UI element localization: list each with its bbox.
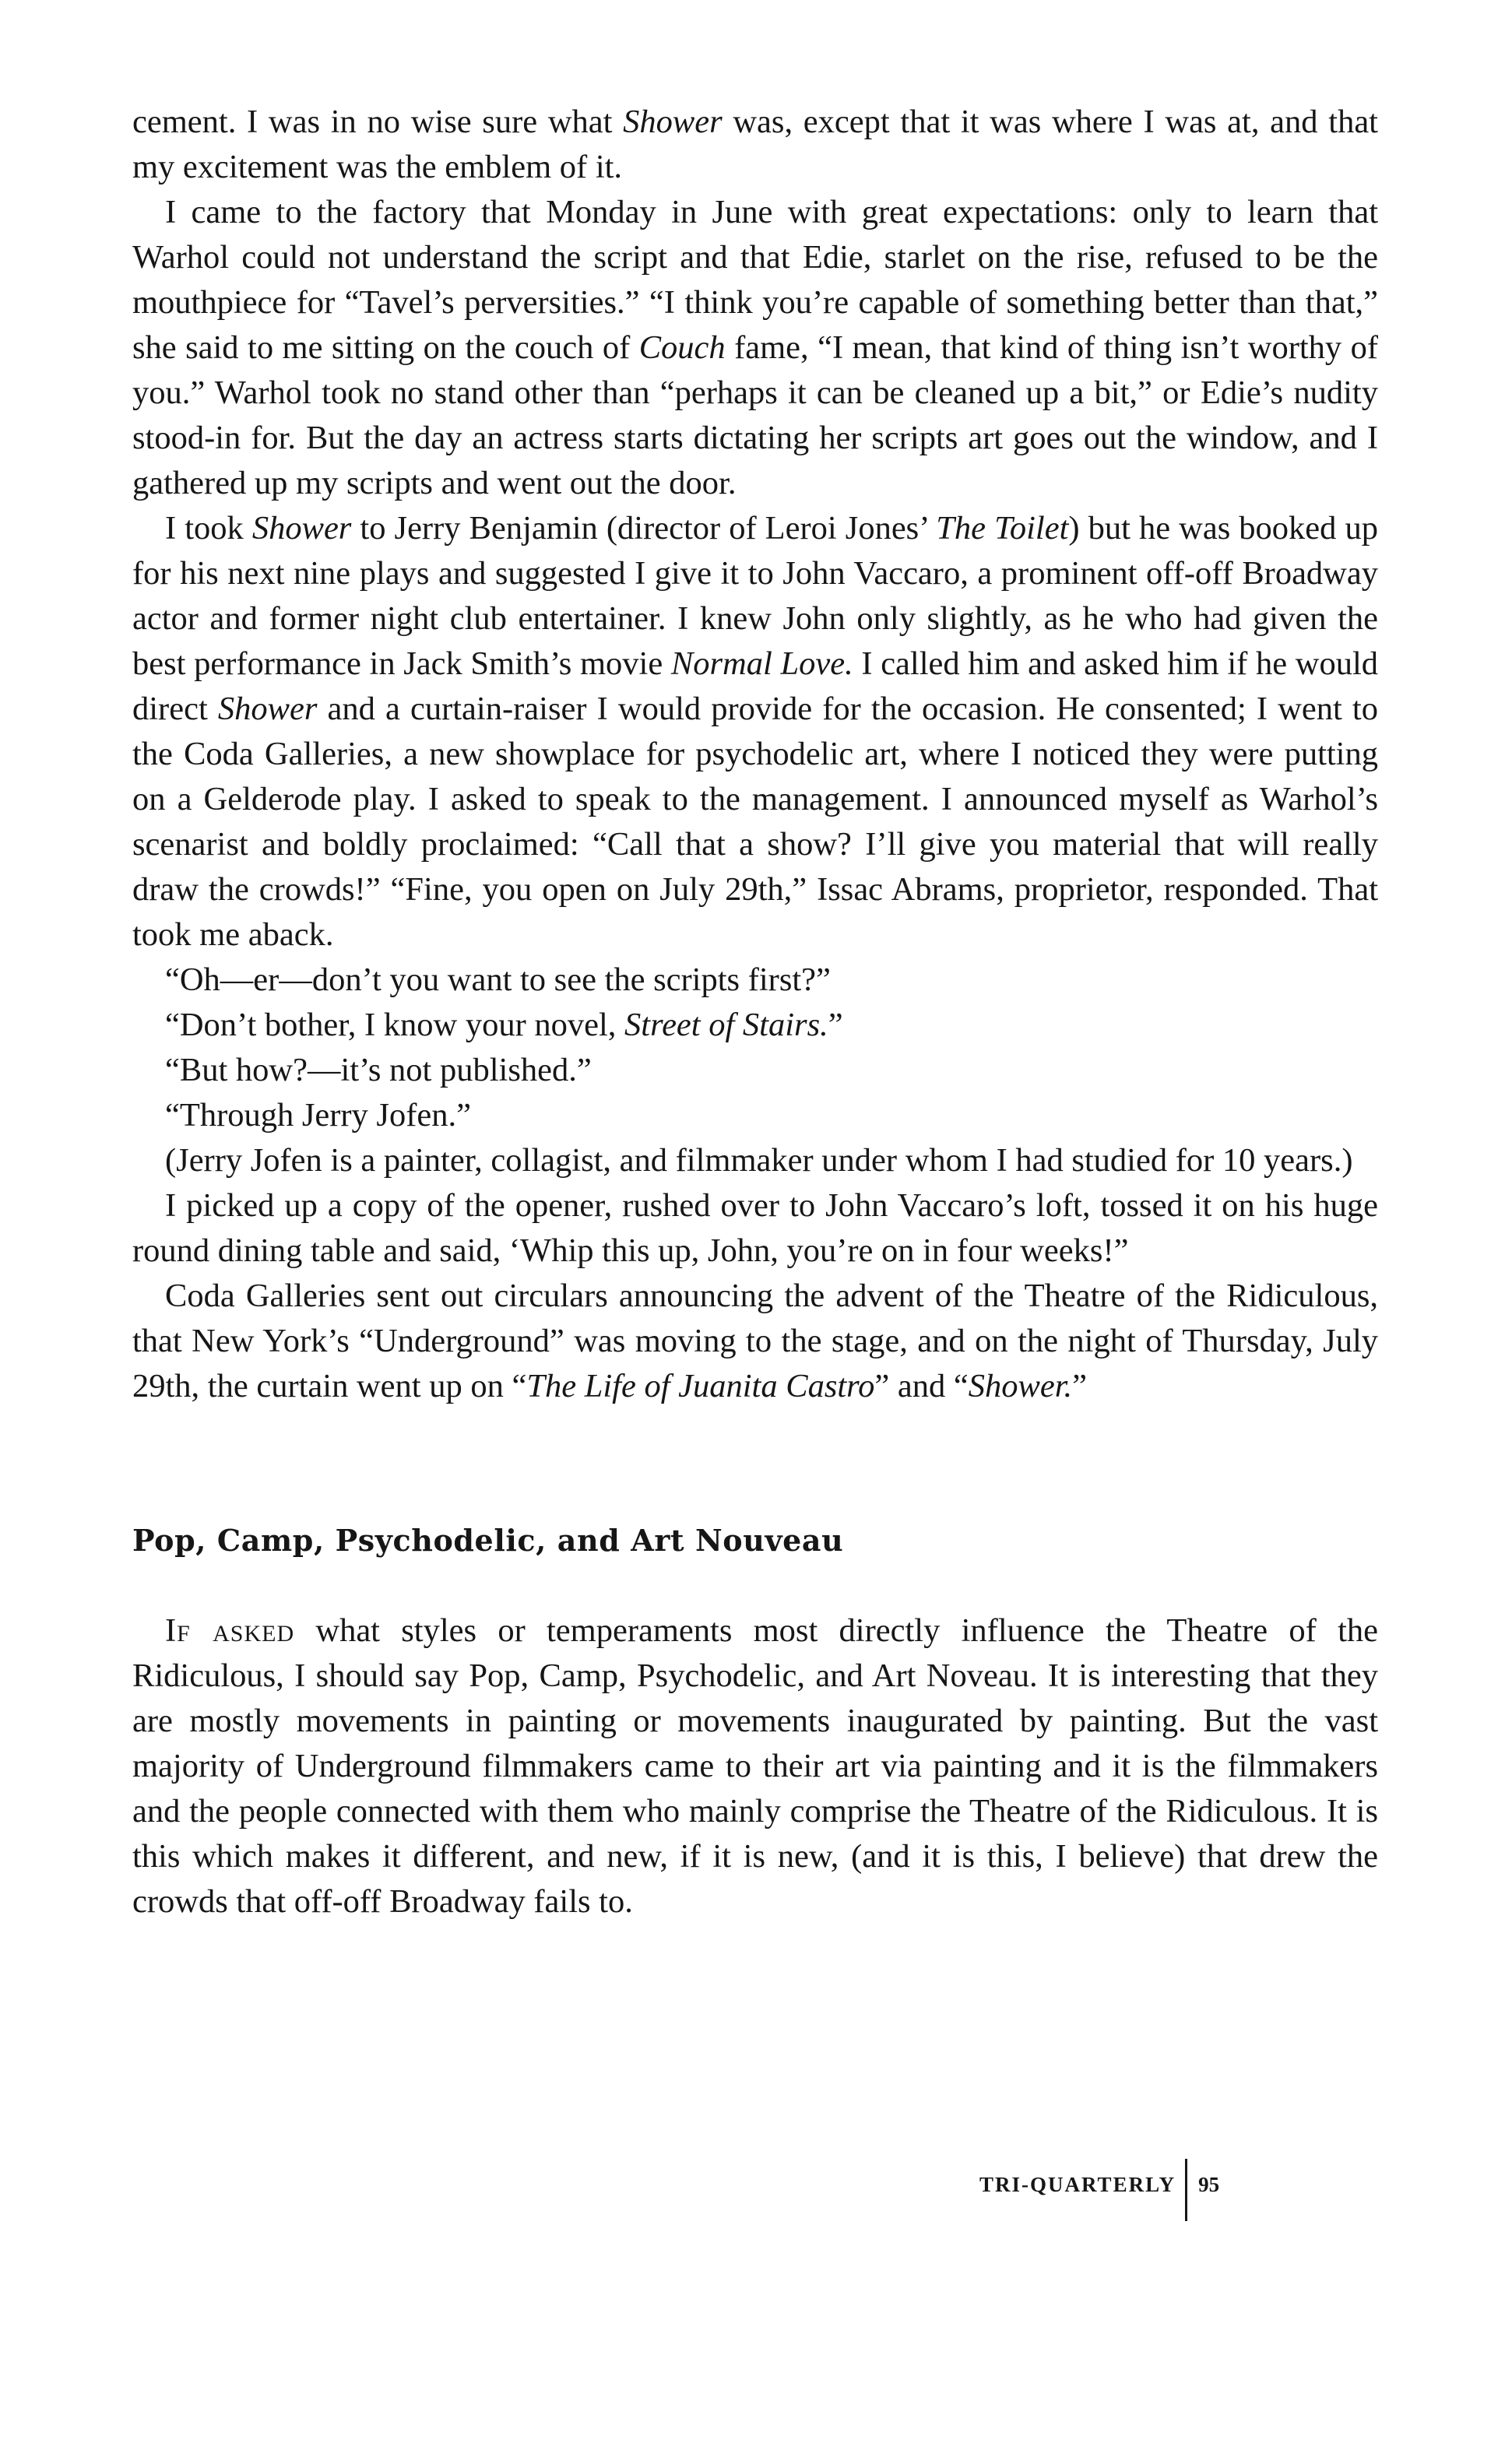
body-paragraph xyxy=(132,1274,1378,1409)
paragraph-text: ” xyxy=(828,1007,843,1043)
italic-title: Shower. xyxy=(968,1368,1073,1404)
section-lead-in: If asked xyxy=(165,1612,295,1649)
paragraph-text: ” and “ xyxy=(874,1368,969,1404)
paragraph-text: to Jerry Benjamin (director of Leroi Jones’ xyxy=(351,510,937,547)
page-number: 95 xyxy=(1198,2173,1220,2196)
italic-title: The Toilet xyxy=(936,510,1069,547)
italic-title: Shower xyxy=(623,104,723,140)
section-heading: Pop, Camp, Psychodelic, and Art Nouveau xyxy=(132,1523,844,1558)
body-paragraph xyxy=(132,1138,1378,1183)
paragraph-text: was, except that it was where I was at, and that my excitement was the emblem of it. xyxy=(132,104,1378,185)
section-body-text: what styles or temperaments most directly influence the Theatre of the Ridiculous, I should say Pop, Camp, Psychodelic, and Art Noveau. It is interesting that they are mostly movements in painting or movements inaugurated by painting. But the vast majority of Underground filmmakers came to their art via painting and it is the filmmakers and the people connected with them who mainly comprise the Theatre of the Ridiculous. It is this which makes it different, and new, if it is new, (and it is this, I believe) that drew the crowds that off-off Broadway fails to. xyxy=(132,1612,1378,1920)
italic-title: Normal Love. xyxy=(670,645,853,682)
body-paragraph xyxy=(132,1048,1378,1093)
paragraph-text: fame, “I mean, that kind of thing isn’t worthy of you.” Warhol took no stand other than “perhaps it can be cleaned up a bit,” or Edie’s nudity stood-in for. But the day an actress starts dictating her scripts art goes out the window, and I gathered up my scripts and went out the door. xyxy=(132,329,1379,501)
italic-title: Couch xyxy=(638,329,726,366)
body-paragraph xyxy=(132,1183,1378,1274)
body-paragraph xyxy=(132,100,1378,190)
paragraph-text: and a curtain-raiser I would provide for the occasion. He consented; I went to the Coda Galleries, a new showplace for psychodelic art, where I noticed they were putting on a Gelderode play. I asked to speak to the management. I announced myself as Warhol’s scenarist and boldly proclaimed: “Call that a show? I’ll give you material that will really draw the crowds!” “Fine, you open on July 29th,” Issac Abrams, proprietor, responded. That took me aback. xyxy=(132,691,1378,953)
paragraph-text: I came to the factory that Monday in June with great expectations: only to learn that Warhol could not understand the script and that Edie, starlet on the rise, refused to be the mouthpiece for “Tavel’s perversities.” “I think you’re capable of something better than that,” she said to me sitting on the couch of xyxy=(132,194,1378,366)
paragraph-text: “Don’t bother, I know your novel, xyxy=(165,1007,625,1043)
italic-title: Street of Stairs. xyxy=(624,1007,828,1043)
body-paragraph xyxy=(132,506,1378,958)
body-paragraph xyxy=(132,190,1378,506)
paragraph-text: I picked up a copy of the opener, rushed over to John Vaccaro’s loft, tossed it on his huge round dining table and said, ‘Whip this up, John, you’re on in four weeks!” xyxy=(132,1187,1378,1269)
body-paragraph xyxy=(132,1093,1378,1138)
paragraph-text: (Jerry Jofen is a painter, collagist, and filmmaker under whom I had studied for 10 years.) xyxy=(165,1142,1353,1179)
paragraph-text: “Through Jerry Jofen.” xyxy=(165,1097,471,1134)
section-paragraph xyxy=(132,1608,1378,1924)
journal-name: TRI-QUARTERLY xyxy=(979,2173,1176,2196)
page-footer xyxy=(979,2159,1219,2221)
paragraph-text: I called him and asked him if he would direct xyxy=(132,645,1379,727)
paragraph-text: “Oh—er—don’t you want to see the scripts first?” xyxy=(165,961,831,998)
paragraph-text: cement. I was in no wise sure what xyxy=(132,104,624,140)
italic-title: The Life of Juanita Castro xyxy=(526,1368,875,1404)
italic-title: Shower xyxy=(251,510,352,547)
paragraph-text: ” xyxy=(1072,1368,1088,1404)
body-paragraph xyxy=(132,958,1378,1003)
body-paragraph xyxy=(132,1003,1378,1048)
paragraph-text: ) but he was booked up for his next nine plays and suggested I give it to John Vaccaro, a prominent off-off Broadway actor and former night club entertainer. I knew John only slightly, as he who had given the best performance in Jack Smith’s movie xyxy=(132,510,1378,682)
paragraph-text: Coda Galleries sent out circulars announcing the advent of the Theatre of the Ridiculous, that New York’s “Underground” was moving to the stage, and on the night of Thursday, July 29th, the curtain went up on “ xyxy=(132,1278,1378,1404)
italic-title: Shower xyxy=(217,691,318,727)
paragraph-text: “But how?—it’s not published.” xyxy=(165,1052,592,1088)
paragraph-text: I took xyxy=(165,510,252,547)
article-page xyxy=(132,100,1378,1924)
article-body xyxy=(132,100,1378,1409)
